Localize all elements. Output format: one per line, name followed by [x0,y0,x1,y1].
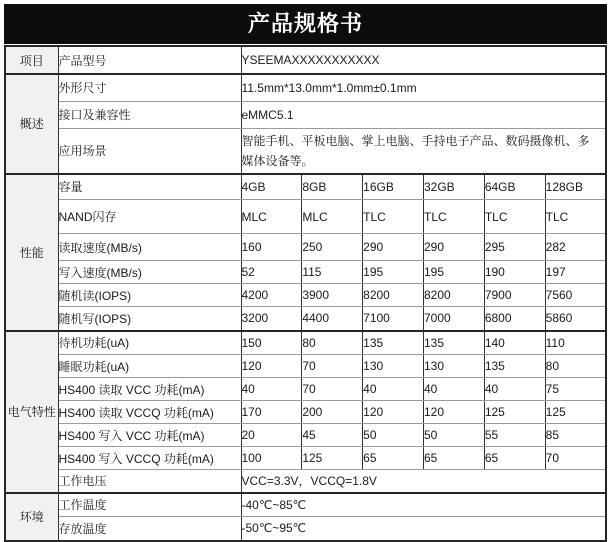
value-cell: 160 [241,234,302,261]
value-cell: MLC [241,200,302,234]
spec-row [5,200,606,234]
value-cell: 4400 [302,307,363,331]
spec-row [5,174,606,200]
value-cell: 8200 [363,284,424,307]
spec-row [5,401,606,424]
value-cell: 190 [484,261,545,284]
value-cell: 75 [545,378,606,401]
label-cell: 读取速度(MB/s) [58,234,241,261]
label-cell: 待机功耗(uA) [58,331,241,355]
value-cell: 40 [241,378,302,401]
value-cell: 125 [484,401,545,424]
label-cell: HS400 读取 VCC 功耗(mA) [58,378,241,401]
label-cell: HS400 读取 VCCQ 功耗(mA) [58,401,241,424]
spec-row [5,493,606,517]
spec-row [5,331,606,355]
label-cell: HS400 写入 VCC 功耗(mA) [58,424,241,447]
value-cell: 11.5mm*13.0mm*1.0mm±0.1mm [241,74,606,101]
value-cell: 64GB [484,174,545,200]
value-cell: 130 [363,355,424,378]
spec-row [5,378,606,401]
value-cell: -40℃~85℃ [241,493,606,517]
value-cell: 135 [423,331,484,355]
value-cell: eMMC5.1 [241,101,606,128]
value-cell: 8200 [423,284,484,307]
value-cell: 4GB [241,174,302,200]
label-cell: 随机写(IOPS) [58,307,241,331]
value-cell: 110 [545,331,606,355]
value-cell: 197 [545,261,606,284]
value-cell: 135 [484,355,545,378]
spec-row [5,517,606,541]
value-cell: 55 [484,424,545,447]
value-cell: 20 [241,424,302,447]
value-cell: 7100 [363,307,424,331]
value-cell: 16GB [363,174,424,200]
value-cell: 70 [302,378,363,401]
spec-row [5,355,606,378]
value-cell: 4200 [241,284,302,307]
spec-row [5,284,606,307]
value-cell: 32GB [423,174,484,200]
value-cell: 282 [545,234,606,261]
spec-row [5,74,606,101]
value-cell: 50 [363,424,424,447]
value-cell: 85 [545,424,606,447]
value-cell: 80 [302,331,363,355]
value-cell: 115 [302,261,363,284]
value-cell: TLC [484,200,545,234]
value-cell: 128GB [545,174,606,200]
value-cell: 3200 [241,307,302,331]
value-cell: 295 [484,234,545,261]
value-cell: 5860 [545,307,606,331]
value-cell: 80 [545,355,606,378]
label-cell: 应用场景 [58,128,241,174]
value-cell: 125 [302,447,363,470]
value-cell: 195 [423,261,484,284]
label-cell: 容量 [58,174,241,200]
value-cell: 100 [241,447,302,470]
label-cell: 随机读(IOPS) [58,284,241,307]
category-cell: 概述 [5,74,58,174]
spec-row [5,101,606,128]
value-cell: 65 [423,447,484,470]
value-cell: 50 [423,424,484,447]
spec-row [5,307,606,331]
spec-row [5,261,606,284]
value-cell: 170 [241,401,302,424]
value-cell: 7000 [423,307,484,331]
label-cell: 外形尺寸 [58,74,241,101]
label-cell: 工作温度 [58,493,241,517]
category-cell: 电气特性 [5,331,58,493]
value-cell: 65 [363,447,424,470]
value-cell: 40 [363,378,424,401]
value-cell: 290 [363,234,424,261]
category-cell: 性能 [5,174,58,331]
spec-sheet [4,4,607,542]
value-cell: MLC [302,200,363,234]
value-cell: TLC [423,200,484,234]
category-cell: 环境 [5,493,58,541]
value-cell: 120 [241,355,302,378]
value-cell: 135 [363,331,424,355]
value-cell: 40 [423,378,484,401]
spec-row [5,470,606,493]
value-cell: 290 [423,234,484,261]
value-cell: TLC [363,200,424,234]
value-cell: 70 [545,447,606,470]
label-cell: 产品型号 [58,46,241,74]
spec-row [5,424,606,447]
value-cell: 120 [363,401,424,424]
value-cell: 6800 [484,307,545,331]
value-cell: 130 [423,355,484,378]
label-cell: 接口及兼容性 [58,101,241,128]
value-cell: 70 [302,355,363,378]
spec-row [5,128,606,174]
value-cell: 7560 [545,284,606,307]
value-cell: 195 [363,261,424,284]
value-cell: 40 [484,378,545,401]
value-cell: 150 [241,331,302,355]
value-cell: 8GB [302,174,363,200]
spec-row [5,447,606,470]
label-cell: 写入速度(MB/s) [58,261,241,284]
value-cell: 智能手机、平板电脑、掌上电脑、手持电子产品、数码摄像机、多媒体设备等。 [241,128,606,174]
label-cell: NAND闪存 [58,200,241,234]
label-cell: 工作电压 [58,470,241,493]
value-cell: YSEEMAXXXXXXXXXXX [241,46,606,74]
value-cell: 120 [423,401,484,424]
spec-table [4,45,607,542]
label-cell: HS400 写入 VCCQ 功耗(mA) [58,447,241,470]
value-cell: VCC=3.3V，VCCQ=1.8V [241,470,606,493]
value-cell: -50℃~95℃ [241,517,606,541]
spec-row [5,46,606,74]
value-cell: 65 [484,447,545,470]
value-cell: 140 [484,331,545,355]
spec-row [5,234,606,261]
value-cell: 7900 [484,284,545,307]
label-cell: 睡眠功耗(uA) [58,355,241,378]
value-cell: 52 [241,261,302,284]
value-cell: 45 [302,424,363,447]
value-cell: 200 [302,401,363,424]
value-cell: 3900 [302,284,363,307]
label-cell: 存放温度 [58,517,241,541]
value-cell: TLC [545,200,606,234]
value-cell: 250 [302,234,363,261]
page-title: 产品规格书 [4,4,607,44]
category-cell: 项目 [5,46,58,74]
value-cell: 125 [545,401,606,424]
